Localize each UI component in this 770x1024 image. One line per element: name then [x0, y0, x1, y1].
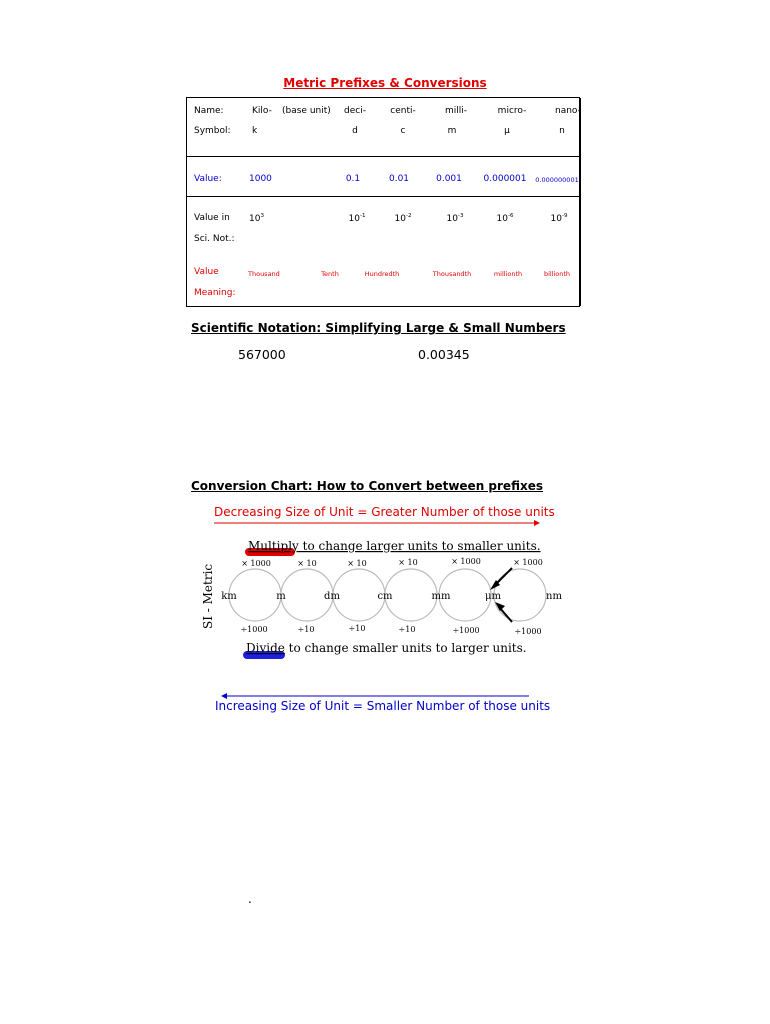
example-small-number: 0.00345 — [418, 347, 470, 362]
si-metric-label: SI - Metric — [201, 563, 215, 629]
prefix-symbol: k — [252, 126, 258, 136]
page-title: Metric Prefixes & Conversions — [283, 76, 487, 90]
conversion-diagram — [190, 535, 580, 660]
multiplier: × 10 — [398, 558, 418, 567]
sci-value: $10^{-9}$ — [550, 213, 568, 224]
multiplier: × 1000 — [241, 559, 271, 568]
symbol-label: Symbol: — [194, 126, 231, 136]
prefix-meaning: Thousand — [248, 270, 280, 278]
table-divider — [187, 196, 579, 197]
prefix-meaning: millionth — [493, 270, 523, 278]
prefix-symbol: μ — [504, 126, 510, 136]
conversion-heading: Conversion Chart: How to Convert between prefixes — [191, 479, 543, 493]
divisor: ÷10 — [297, 625, 315, 634]
prefix-meaning: Tenth — [321, 270, 339, 278]
divisor: ÷1000 — [514, 627, 542, 636]
divisor: ÷1000 — [240, 625, 268, 634]
stray-dot: . — [248, 892, 252, 906]
unit-nm: nm — [546, 591, 562, 602]
prefix-name: Kilo- — [252, 106, 272, 116]
increasing-size-text: Increasing Size of Unit = Smaller Number of those units — [215, 699, 551, 713]
table-shadow-edge — [580, 98, 581, 306]
multiplier: × 10 — [297, 559, 317, 568]
prefix-name: milli- — [444, 106, 468, 116]
multiply-word: Multiply to change larger units to smaller units. — [248, 539, 541, 553]
sci-value: $10^{-2}$ — [394, 213, 412, 224]
meaning-label-line2: Meaning: — [194, 288, 236, 298]
prefix-value: 0.000000001 — [535, 176, 579, 184]
prefix-name: micro- — [497, 106, 527, 116]
table-divider — [187, 156, 579, 157]
decreasing-size-text: Decreasing Size of Unit = Greater Number of those units — [214, 505, 555, 519]
value-label: Value: — [194, 174, 222, 184]
unit-m: m — [276, 591, 286, 602]
meaning-label-line1: Value — [194, 267, 219, 277]
divisor: ÷1000 — [452, 626, 480, 635]
prefix-symbol: c — [400, 126, 406, 136]
sci-value: $10^3$ — [249, 213, 264, 224]
unit-um: μm — [485, 591, 501, 602]
sci-label-line2: Sci. Not.: — [194, 234, 235, 244]
multiplier: × 1000 — [513, 558, 543, 567]
prefix-name: nano- — [555, 106, 581, 116]
prefix-name: (base unit) — [282, 106, 331, 116]
prefix-name: deci- — [344, 106, 366, 116]
prefix-value: 0.01 — [388, 174, 410, 184]
unit-cm: cm — [377, 591, 393, 602]
name-label: Name: — [194, 106, 224, 116]
multiplier: × 1000 — [451, 557, 481, 566]
sci-value: $10^{-3}$ — [446, 213, 464, 224]
sci-notation-heading: Scientific Notation: Simplifying Large & Small Numbers — [191, 321, 566, 335]
multiplier: × 10 — [347, 559, 367, 568]
prefix-value: 0.000001 — [483, 174, 527, 184]
prefix-symbol: d — [352, 126, 358, 136]
example-large-number: 567000 — [238, 347, 286, 362]
divisor: ÷10 — [398, 625, 416, 634]
prefix-value: 1000 — [249, 174, 272, 184]
prefix-meaning: billionth — [543, 270, 571, 278]
divide-instruction: Divide to change smaller units to larger units. — [246, 641, 527, 655]
prefix-name: centi- — [390, 106, 416, 116]
prefix-symbol: m — [447, 126, 457, 136]
divisor: ÷10 — [348, 624, 366, 633]
sci-value: $10^{-6}$ — [496, 213, 514, 224]
prefix-value: 0.001 — [436, 174, 462, 184]
sci-label-line1: Value in — [194, 213, 230, 223]
right-arrow — [214, 519, 540, 527]
unit-km: km — [221, 591, 237, 602]
prefix-meaning: Hundredth — [364, 270, 400, 278]
prefix-symbol: n — [559, 126, 565, 136]
unit-mm: mm — [431, 591, 451, 602]
prefix-meaning: Thousandth — [432, 270, 472, 278]
prefix-value: 0.1 — [345, 174, 361, 184]
sci-value: $10^{-1}$ — [348, 213, 366, 224]
unit-dm: dm — [324, 591, 340, 602]
